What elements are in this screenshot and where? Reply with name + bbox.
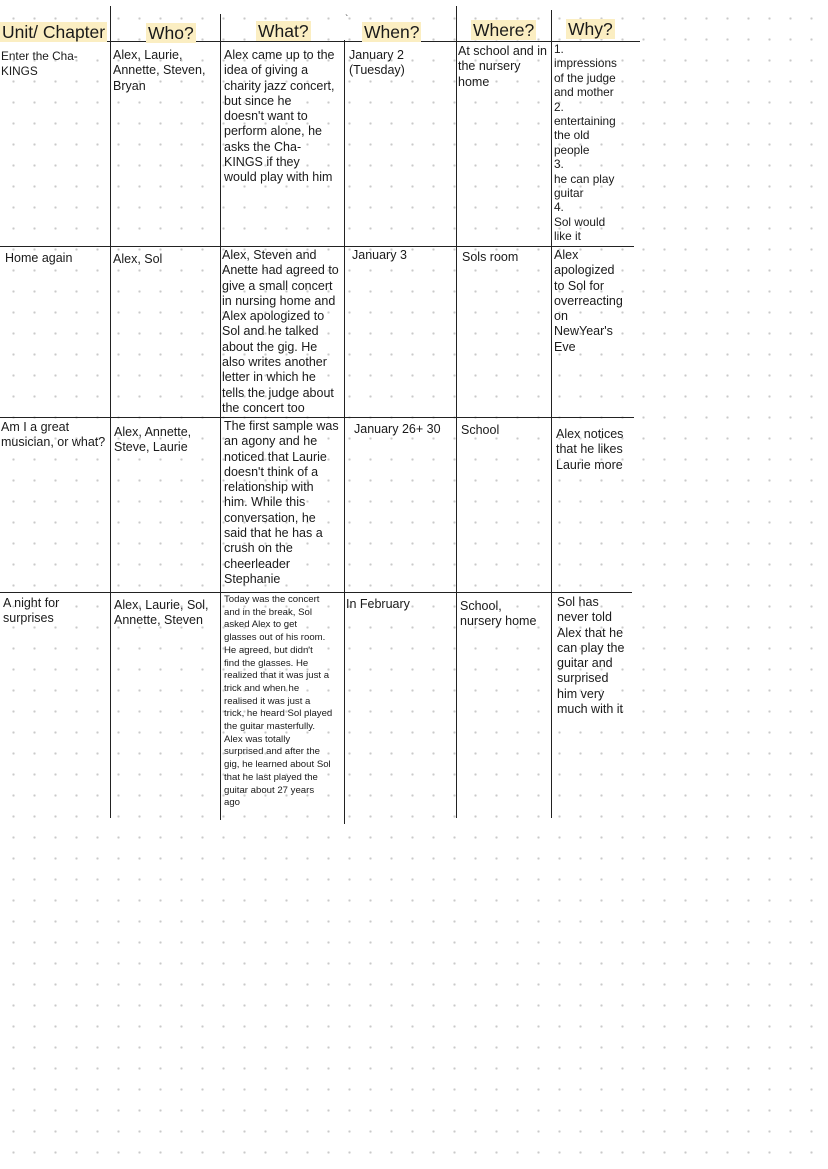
row1-when: January 2 (Tuesday) [349, 48, 405, 78]
row4-when: In February [346, 597, 410, 611]
row2-why: Alex apologized to Sol for overreacting on NewYear's Eve [554, 248, 623, 354]
row1-what: Alex came up to the idea of giving a charity jazz concert, but since he doesn't want to perform alone, he asks the Cha- KINGS if they would play with him [224, 48, 335, 185]
row2-unit: Home again [5, 251, 73, 265]
row3-when: January 26+ 30 [354, 422, 441, 436]
header-why: Why? [568, 19, 613, 39]
row4-what: Today was the concert and in the break, Sol asked Alex to get glasses out of his room. He agreed, but didn't find the glasses. He realized that it was just a trick and when he realised it was just a trick, he heard Sol played the guitar masterfully. Alex was totally surprised and after the gig, he learned about Sol that he last played the guitar about 27 years ago [224, 594, 333, 809]
header-unit-chapter: Unit/ Chapter [2, 22, 106, 42]
row1-where: At school and in the nursery home [458, 44, 547, 89]
row4-why: Sol has never told Alex that he can play the guitar and surprised him very much with it [557, 595, 625, 717]
row1-who: Alex, Laurie, Annette, Steven, Bryan [113, 48, 206, 93]
row1-why: 1. impressions of the judge and mother 2. entertaining the old people 3. he can play guitar 4. Sol would like it [554, 42, 617, 244]
column-divider-4 [456, 6, 457, 818]
row3-who: Alex, Annette, Steve, Laurie [114, 425, 192, 455]
row2-who: Alex, Sol [113, 252, 163, 266]
row3-where: School [461, 423, 500, 437]
row2-when: January 3 [352, 248, 407, 262]
row4-who: Alex, Laurie, Sol, Annette, Steven [114, 598, 209, 628]
header-where: Where? [473, 20, 535, 40]
column-divider-1 [110, 6, 111, 818]
row4-unit: A night for surprises [3, 596, 60, 626]
header-what: What? [258, 21, 309, 41]
header-when: When? [364, 22, 420, 42]
column-divider-5 [551, 10, 552, 818]
row2-where: Sols room [462, 250, 519, 264]
header-who: Who? [148, 23, 194, 43]
row1-unit: Enter the Cha- KINGS [1, 49, 78, 78]
row4-where: School, nursery home [460, 599, 537, 629]
row3-why: Alex notices that he likes Laurie more [556, 427, 624, 472]
row3-unit: Am I a great musician, or what? [1, 420, 106, 450]
row3-what: The first sample was an agony and he noticed that Laurie doesn't think of a relationship with him. While this conversation, he said that he has a crush on the cheerleader Stephanie [224, 419, 339, 586]
stray-mark: ` [345, 14, 349, 25]
row2-what: Alex, Steven and Anette had agreed to give a small concert in nursing home and Alex apologized to Sol and he talked about the gig. He also writes another letter in which he tells the judge about the concert too [222, 248, 339, 415]
